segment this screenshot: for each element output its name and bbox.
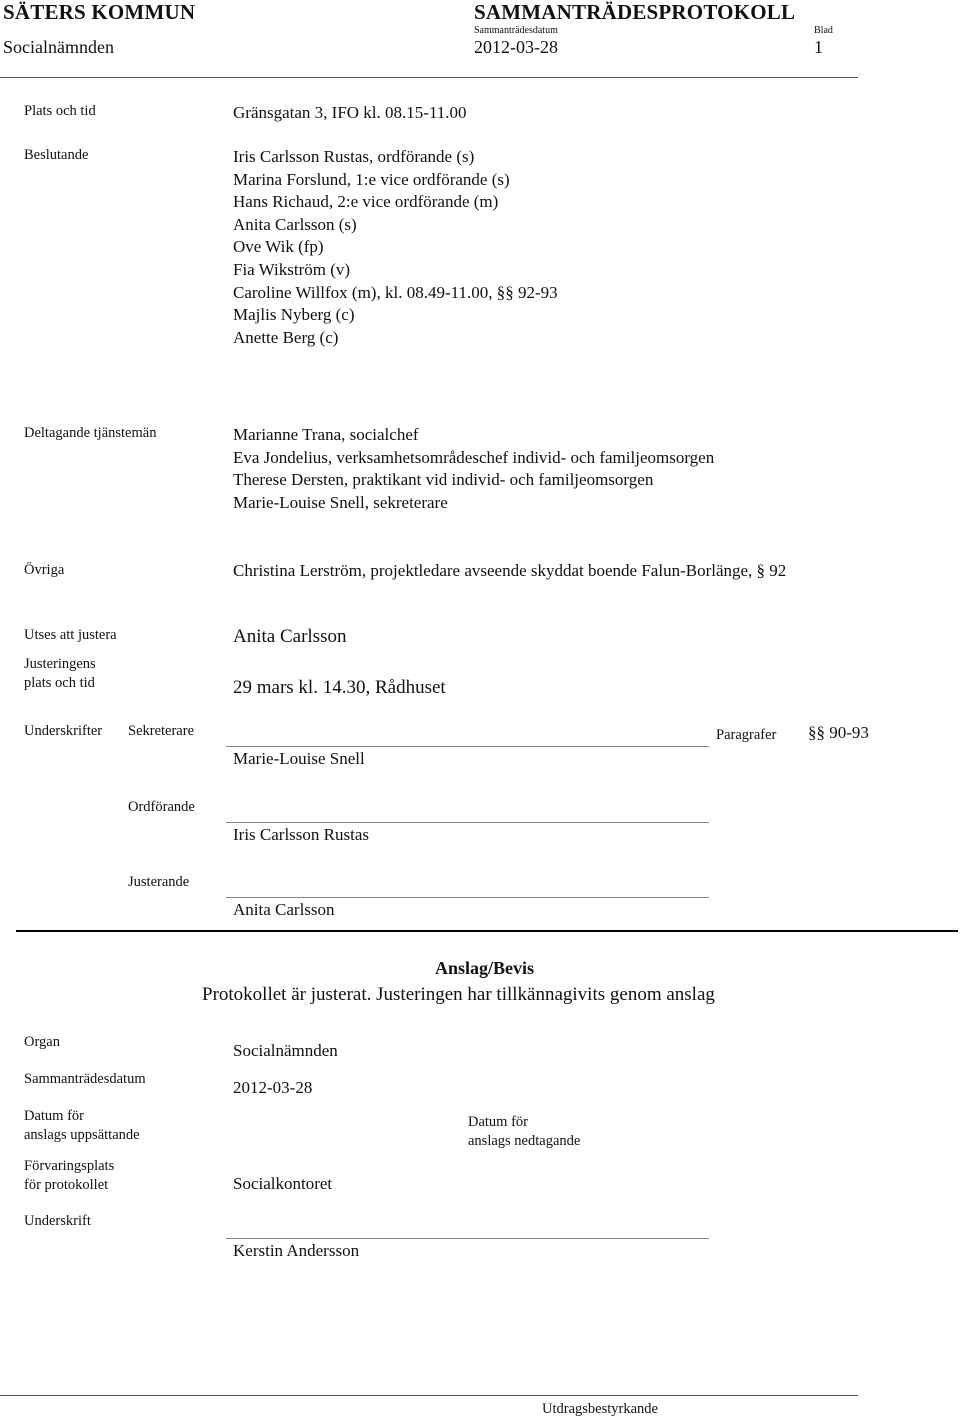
member-line: Anette Berg (c) xyxy=(233,327,339,347)
member-line: Majlis Nyberg (c) xyxy=(233,305,355,325)
adjuster-value: Anita Carlsson xyxy=(233,626,347,647)
storage-value: Socialkontoret xyxy=(233,1174,333,1193)
member-line: Caroline Willfox (m), kl. 08.49-11.00, §§ 92-93 xyxy=(233,282,558,302)
posted-date-label-line: anslags uppsättande xyxy=(24,1127,140,1143)
member-line: Marina Forslund, 1:e vice ordförande (s) xyxy=(233,169,510,189)
chair-label: Ordförande xyxy=(128,799,195,815)
official-line: Therese Dersten, praktikant vid individ- och familjeomsorgen xyxy=(233,470,654,490)
adjustment-place-value: 29 mars kl. 14.30, Rådhuset xyxy=(233,677,446,698)
page-number: 1 xyxy=(814,37,823,57)
member-line: Ove Wik (fp) xyxy=(233,237,324,257)
organ-label: Organ xyxy=(24,1034,60,1050)
adjustment-place-label-line: plats och tid xyxy=(24,675,95,691)
secretary-signature-line xyxy=(226,746,709,747)
removed-date-label-line: Datum för xyxy=(468,1114,528,1130)
paragraphs-value: §§ 90-93 xyxy=(808,723,869,742)
removed-date-label xyxy=(468,1113,580,1151)
removed-date-label-line: anslags nedtagande xyxy=(468,1133,581,1149)
section-divider xyxy=(16,930,958,932)
notice-text: Protokollet är justerat. Justeringen har tillkännagivits genom anslag xyxy=(202,984,715,1005)
official-line: Marianne Trana, socialchef xyxy=(233,425,419,444)
org-name: SÄTERS KOMMUN xyxy=(3,0,196,24)
others-value: Christina Lerström, projektledare avseende skyddat boende Falun-Borlänge, § 92 xyxy=(233,561,787,580)
signatures-label: Underskrifter xyxy=(24,723,103,739)
adjuster-signature-line xyxy=(226,897,709,898)
posted-date-label xyxy=(24,1107,140,1145)
notice-title: Anslag/Bevis xyxy=(435,958,535,978)
signing-adjuster-name: Anita Carlsson xyxy=(233,900,335,919)
date-label: Sammanträdesdatum xyxy=(474,25,558,36)
storage-label-line: Förvaringsplats xyxy=(24,1158,115,1174)
others-label: Övriga xyxy=(24,562,65,578)
secretary-label: Sekreterare xyxy=(128,723,195,739)
signature-label: Underskrift xyxy=(24,1213,91,1229)
storage-label xyxy=(24,1157,114,1195)
chair-signature-line xyxy=(226,822,709,823)
chair-name: Iris Carlsson Rustas xyxy=(233,825,369,844)
adjustment-place-label-line: Justeringens xyxy=(24,656,96,672)
member-line: Anita Carlsson (s) xyxy=(233,214,357,234)
paragraphs-label: Paragrafer xyxy=(716,727,777,743)
footer-rule xyxy=(0,1395,858,1396)
posted-date-label-line: Datum för xyxy=(24,1108,84,1124)
footer-label: Utdragsbestyrkande xyxy=(542,1401,658,1417)
member-line: Fia Wikström (v) xyxy=(233,259,351,279)
decision-makers-label: Beslutande xyxy=(24,147,89,163)
adjuster-label: Utses att justera xyxy=(24,627,117,643)
meeting-date: 2012-03-28 xyxy=(474,37,558,57)
page-label: Blad xyxy=(814,25,833,36)
place-time-label: Plats och tid xyxy=(24,103,96,119)
officials-label: Deltagande tjänstemän xyxy=(24,425,157,441)
meeting-date-label: Sammanträdesdatum xyxy=(24,1071,146,1087)
signature-name: Kerstin Andersson xyxy=(233,1241,360,1260)
meeting-date-value: 2012-03-28 xyxy=(233,1078,313,1097)
header-rule xyxy=(0,77,858,78)
storage-label-line: för protokollet xyxy=(24,1177,109,1193)
secretary-name: Marie-Louise Snell xyxy=(233,749,365,768)
signing-adjuster-label: Justerande xyxy=(128,874,190,890)
officials-list xyxy=(233,424,714,514)
adjustment-place-label xyxy=(24,655,96,693)
document-type: SAMMANTRÄDESPROTOKOLL xyxy=(474,0,796,24)
committee-name: Socialnämnden xyxy=(3,37,114,57)
organ-value: Socialnämnden xyxy=(233,1041,338,1060)
place-time-value: Gränsgatan 3, IFO kl. 08.15-11.00 xyxy=(233,103,467,122)
member-line: Iris Carlsson Rustas, ordförande (s) xyxy=(233,147,475,166)
official-line: Marie-Louise Snell, sekreterare xyxy=(233,492,448,512)
notice-signature-line xyxy=(226,1238,709,1239)
member-line: Hans Richaud, 2:e vice ordförande (m) xyxy=(233,192,499,212)
official-line: Eva Jondelius, verksamhetsområdeschef individ- och familjeomsorgen xyxy=(233,447,715,467)
decision-makers-list xyxy=(233,146,558,349)
